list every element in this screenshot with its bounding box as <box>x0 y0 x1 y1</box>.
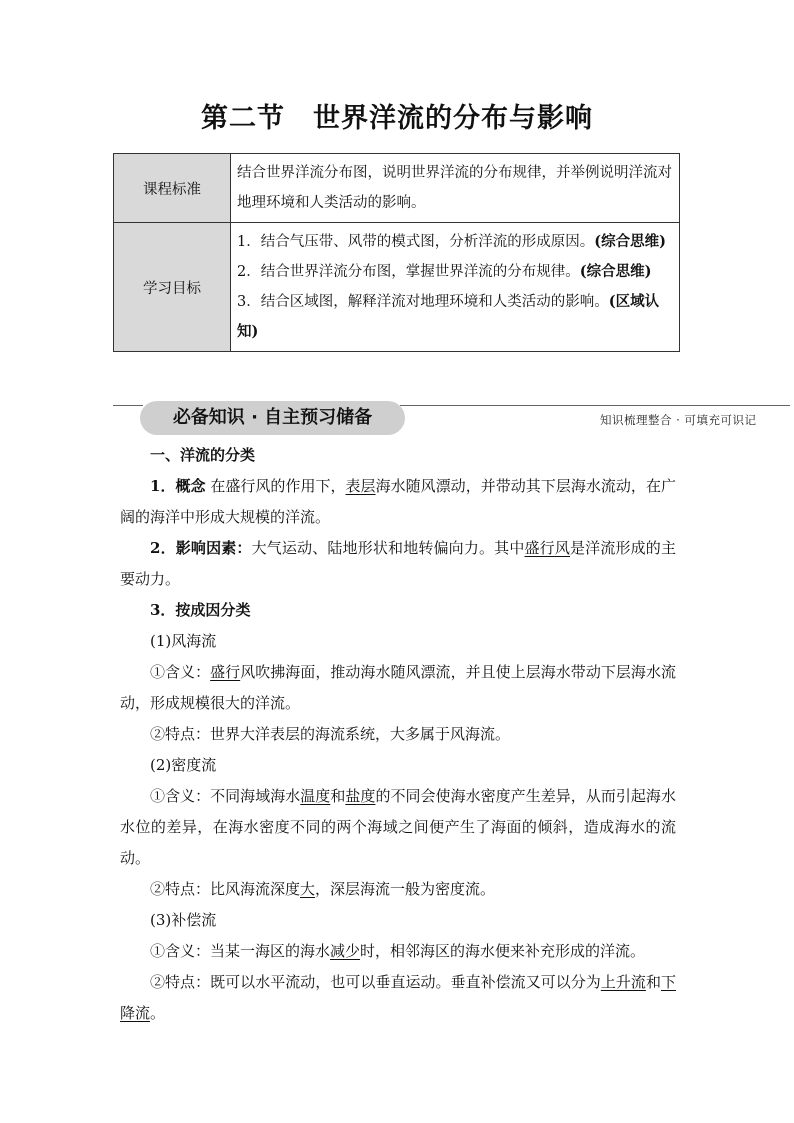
wind-current-definition <box>120 657 676 719</box>
goal-3-tag: (区域认知) <box>237 293 660 340</box>
comp-feat-b: 。 <box>150 1004 166 1022</box>
density-current-definition <box>120 781 676 874</box>
factors-text-a: 大气运动、陆地形状和地转偏向力。其中 <box>251 539 525 557</box>
para-factors <box>120 533 676 595</box>
comp-feat-underline-1: 上升流 <box>600 973 646 991</box>
section-divider-right <box>400 405 790 406</box>
density-current-feature <box>120 874 676 905</box>
wind-current-feature: ②特点：世界大洋表层的海流系统，大多属于风海流。 <box>150 725 511 743</box>
goal-item-3 <box>237 287 673 347</box>
subheading-compensation-current: (3)补偿流 <box>150 911 217 929</box>
factors-label: 2．影响因素： <box>150 539 252 557</box>
goal-2-tag: (综合思维) <box>579 263 652 280</box>
para-concept <box>120 471 676 533</box>
concept-text-b: 海水随风漂动，并带动其下层海水流动，在广阔的海洋中形成大规模的洋流。 <box>120 477 676 526</box>
factors-text-b: 是洋流形成的主要动力。 <box>120 539 676 588</box>
density-feat-underline: 大 <box>300 880 316 898</box>
section-subtitle: 知识梳理整合 · 可填充可识记 <box>600 413 757 427</box>
curriculum-standard-text: 结合世界洋流分布图，说明世界洋流的分布规律，并举例说明洋流对地理环境和人类活动的影响。 <box>231 154 680 223</box>
comp-feat-underline-2: 下降流 <box>120 973 676 1022</box>
comp-def-b: 时，相邻海区的海水便来补充形成的洋流。 <box>360 942 646 960</box>
heading-classification: 一、洋流的分类 <box>150 446 256 464</box>
density-def-b: 的不同会使海水密度产生差异，从而引起海水水位的差异，在海水密度不同的两个海域之间便产生了海面的倾斜，造成海水的流动。 <box>120 787 676 867</box>
comp-feat-a: ②特点：既可以水平流动，也可以垂直运动。垂直补偿流又可以分为 <box>150 973 601 991</box>
concept-label: 1．概念 <box>150 477 206 495</box>
factors-underline: 盛行风 <box>524 539 570 557</box>
density-def-underline-2: 盐度 <box>345 787 376 805</box>
curriculum-table <box>113 153 680 352</box>
goal-1-text: 1．结合气压带、风带的模式图，分析洋流的形成原因。 <box>237 234 595 250</box>
comp-feat-mid: 和 <box>645 973 661 991</box>
density-def-mid: 和 <box>330 787 346 805</box>
section-divider-left <box>113 405 143 406</box>
comp-def-a: ①含义：当某一海区的海水 <box>150 942 331 960</box>
main-content <box>120 440 676 1029</box>
comp-def-underline: 减少 <box>330 942 361 960</box>
label-learning-goals: 学习目标 <box>114 223 231 352</box>
page-title: 第二节 世界洋流的分布与影响 <box>201 103 593 134</box>
table-row-standard <box>114 154 680 223</box>
wind-def-a: ①含义： <box>150 663 211 681</box>
density-def-underline-1: 温度 <box>300 787 331 805</box>
density-feat-b: ，深层海流一般为密度流。 <box>315 880 496 898</box>
learning-goals-list <box>231 223 680 352</box>
section-banner: 必备知识 · 自主预习储备 <box>140 401 405 435</box>
goal-2-text: 2．结合世界洋流分布图，掌握世界洋流的分布规律。 <box>237 264 580 280</box>
density-def-a: ①含义：不同海域海水 <box>150 787 301 805</box>
concept-text-a: 在盛行风的作用下， <box>205 477 346 495</box>
table-row-goals <box>114 223 680 352</box>
wind-def-b: 风吹拂海面，推动海水随风漂流，并且使上层海水带动下层海水流动，形成规模很大的洋流。 <box>120 663 676 712</box>
compensation-current-feature <box>120 967 676 1029</box>
para-by-cause: 3．按成因分类 <box>150 601 251 619</box>
subheading-density-current: (2)密度流 <box>150 756 217 774</box>
goal-3-text: 3．结合区域图，解释洋流对地理环境和人类活动的影响。 <box>237 294 609 310</box>
label-curriculum-standard: 课程标准 <box>114 154 231 223</box>
goal-1-tag: (综合思维) <box>594 233 666 250</box>
subheading-wind-current: (1)风海流 <box>150 632 217 650</box>
density-feat-a: ②特点：比风海流深度 <box>150 880 301 898</box>
goal-item-1 <box>237 227 673 257</box>
wind-def-underline: 盛行 <box>210 663 241 681</box>
compensation-current-definition <box>120 936 676 967</box>
goal-item-2 <box>237 257 673 287</box>
concept-underline: 表层 <box>345 477 376 495</box>
